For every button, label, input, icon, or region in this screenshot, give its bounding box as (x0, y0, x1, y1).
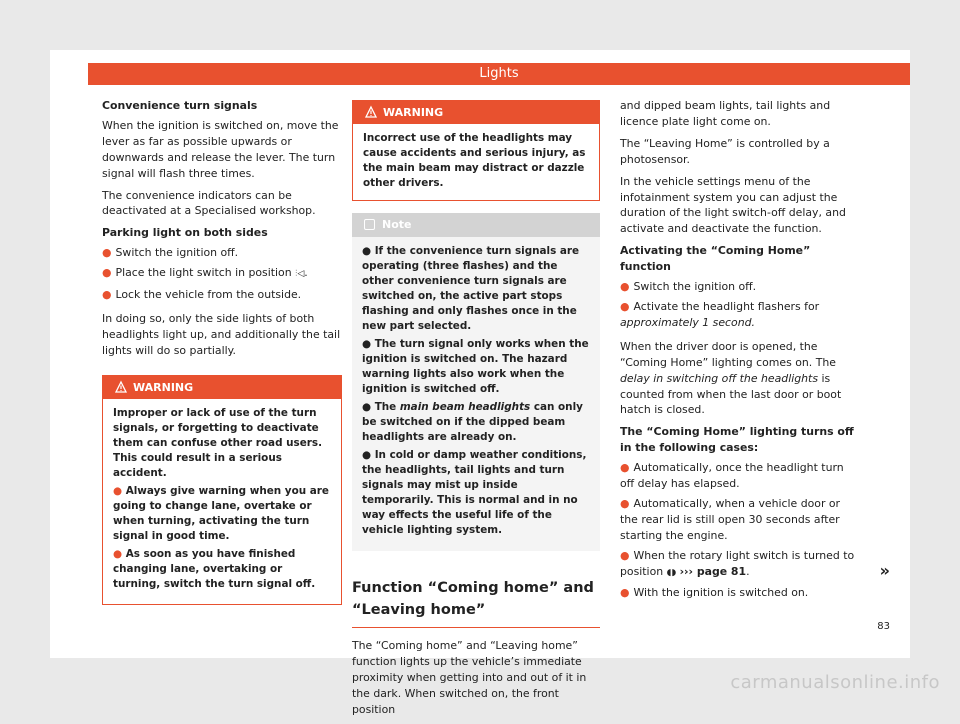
note-header (352, 213, 600, 237)
paragraph: When the ignition is switched on, move the lever as far as possible upwards or downwards and release the lever. The turn signal will flash three times. (102, 118, 339, 180)
bullet-text: Place the light switch in position (115, 266, 292, 280)
warning-box (102, 375, 342, 605)
bullet-icon: ● (620, 496, 630, 510)
warning-bullet: ● Always give warning when you are going to change lane, overtake or when turning, activating the turn signal in good time. (113, 484, 329, 542)
column-2 (352, 100, 600, 724)
paragraph: In the vehicle settings menu of the infotainment system you can adjust the duration of the light switch-off delay, and activate and deactivate the function. (620, 174, 846, 236)
warning-header (103, 376, 341, 399)
paragraph: When the driver door is opened, the “Coming Home” lighting comes on. The delay in switching off the headlights is counted from when the last door or boot hatch is closed. (620, 339, 842, 417)
heading-activating-coming-home: Activating the “Coming Home” function (620, 244, 811, 274)
warning-triangle-icon (365, 106, 377, 118)
bullet-item: ● Place the light switch in position ⫶◁. (102, 266, 308, 280)
bullet-item: ● Switch the ignition off. (620, 280, 757, 294)
footer (0, 660, 960, 708)
column-1 (102, 98, 342, 617)
paragraph: In doing so, only the side lights of both headlights light up, and additionally the tail lights will do so partially. (102, 311, 341, 357)
warning-title: WARNING (133, 380, 194, 394)
paragraph: The convenience indicators can be deactivated at a Specialised workshop. (102, 188, 316, 218)
warning-body: Incorrect use of the headlights may cause accidents and serious injury, as the main beam may distract or dazzle other drivers. (363, 132, 586, 189)
warning-title: WARNING (383, 106, 444, 119)
warning-body (103, 399, 341, 604)
note-bullet: ● The turn signal only works when the ignition is switched on. The hazard warning lights also work when the ignition is switched off. (362, 338, 589, 395)
bullet-item: ● Activate the headlight flashers for approximately 1 second. (620, 299, 820, 329)
warning-triangle-icon (115, 381, 127, 393)
bullet-icon: ● (102, 246, 112, 260)
bullet-item (102, 245, 342, 261)
parking-light-icon: ⫶◁ (295, 269, 305, 280)
heading-coming-home-turns-off: The “Coming Home” lighting turns off in the following cases: (620, 425, 854, 455)
bullet-icon: ● (620, 586, 630, 600)
bullet-icon: ● (620, 280, 630, 294)
column-3 (620, 98, 860, 605)
watermark: carmanualsonline.info (730, 672, 940, 693)
note-box (352, 213, 600, 551)
bullet-icon: ● (620, 548, 630, 562)
note-bullet: ● If the convenience turn signals are operating (three flashes) and the other convenience turn signals are switched on, the active part stops flashing and only flashes once in the new part selected. (362, 245, 580, 332)
warning-bullet: ● As soon as you have finished changing lane, overtaking or turning, switch the turn signal off. (113, 547, 316, 590)
warning-header (353, 101, 599, 124)
note-body (352, 237, 600, 551)
section-title: Function “Coming home” and “Leaving home” (352, 577, 600, 628)
note-title: Note (382, 218, 412, 231)
light-off-icon: ◖◗ (666, 567, 677, 578)
note-icon (364, 219, 375, 230)
paragraph: The “Coming home” and “Leaving home” function lights up the vehicle’s immediate proximity when getting into and out of it in the dark. When switched on, the front position (352, 639, 587, 716)
warning-text: Improper or lack of use of the turn signals, or forgetting to deactivate them can confuse other road users. This could result in a serious accident. (113, 406, 323, 479)
warning-box (352, 100, 600, 201)
bullet-item: ● With the ignition is switched on. (620, 586, 809, 600)
bullet-item (102, 287, 342, 303)
heading-convenience-turn-signals: Convenience turn signals (102, 99, 258, 112)
bullet-icon: ● (620, 461, 630, 475)
section-header: Lights (88, 63, 910, 85)
page-reference-link[interactable]: ››› page 81 (679, 564, 747, 578)
bullet-item: ● When the rotary light switch is turned to position ◖◗ ››› page 81. (620, 548, 855, 578)
page-number: 83 (877, 621, 890, 632)
bullet-icon: ● (620, 299, 630, 313)
bullet-text: Lock the vehicle from the outside. (115, 288, 302, 302)
note-bullet: ● In cold or damp weather conditions, the headlights, tail lights and turn signals may mist up inside temporarily. This is normal and in no way effects the useful life of the vehicle lighting system. (362, 449, 587, 536)
bullet-item: ● Automatically, once the headlight turn off delay has elapsed. (620, 461, 844, 491)
bullet-item: ● Automatically, when a vehicle door or the rear lid is still open 30 seconds after starting the engine. (620, 496, 841, 542)
continue-mark: » (879, 561, 890, 580)
bullet-icon: ● (102, 266, 112, 280)
bullet-icon: ● (102, 288, 112, 302)
paragraph: The “Leaving Home” is controlled by a photosensor. (620, 136, 830, 166)
heading-parking-light: Parking light on both sides (102, 226, 268, 240)
note-bullet: ● The main beam headlights can only be switched on if the dipped beam headlights are already on. (362, 401, 583, 443)
paragraph: and dipped beam lights, tail lights and licence plate light come on. (620, 99, 831, 128)
bullet-text: Switch the ignition off. (115, 246, 239, 260)
